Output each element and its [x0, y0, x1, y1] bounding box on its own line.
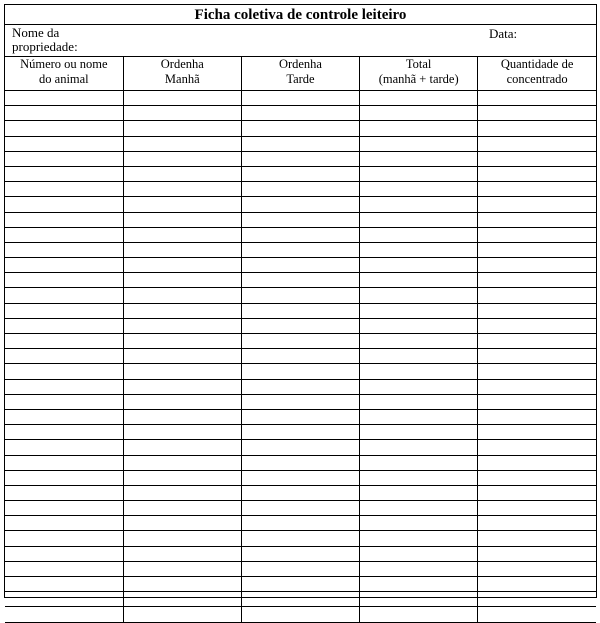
milk-control-sheet	[4, 4, 597, 598]
table-cell	[478, 273, 596, 288]
table-cell	[123, 501, 241, 516]
table-cell	[478, 197, 596, 212]
table-cell	[5, 364, 123, 379]
table-row	[5, 212, 596, 227]
table-cell	[360, 197, 478, 212]
table-cell	[478, 561, 596, 576]
property-name-label: Nome da propriedade:	[12, 25, 78, 54]
table-cell	[123, 121, 241, 136]
table-cell	[478, 182, 596, 197]
table-cell	[478, 258, 596, 273]
table-cell	[478, 485, 596, 500]
table-cell	[478, 516, 596, 531]
table-row	[5, 288, 596, 303]
table-cell	[5, 394, 123, 409]
table-cell	[123, 577, 241, 592]
table-cell	[5, 516, 123, 531]
table-cell	[123, 197, 241, 212]
table-row	[5, 303, 596, 318]
table-row	[5, 166, 596, 181]
table-row	[5, 227, 596, 242]
table-cell	[241, 425, 359, 440]
table-cell	[478, 151, 596, 166]
table-cell	[360, 349, 478, 364]
table-cell	[360, 227, 478, 242]
table-cell	[5, 379, 123, 394]
table-cell	[5, 318, 123, 333]
table-row	[5, 409, 596, 424]
table-row	[5, 485, 596, 500]
table-cell	[241, 516, 359, 531]
table-cell	[241, 349, 359, 364]
table-cell	[360, 151, 478, 166]
table-cell	[5, 212, 123, 227]
table-cell	[478, 106, 596, 121]
table-cell	[123, 106, 241, 121]
table-cell	[5, 334, 123, 349]
table-cell	[360, 91, 478, 106]
table-cell	[123, 318, 241, 333]
table-cell	[123, 136, 241, 151]
table-cell	[478, 440, 596, 455]
table-cell	[123, 455, 241, 470]
table-cell	[478, 136, 596, 151]
table-cell	[123, 592, 241, 607]
table-cell	[360, 106, 478, 121]
table-cell	[360, 531, 478, 546]
table-cell	[123, 334, 241, 349]
table-cell	[360, 273, 478, 288]
table-cell	[123, 242, 241, 257]
table-cell	[123, 607, 241, 622]
table-cell	[241, 106, 359, 121]
table-row	[5, 242, 596, 257]
table-cell	[360, 379, 478, 394]
table-cell	[360, 121, 478, 136]
date-label: Data:	[489, 26, 518, 41]
table-cell	[360, 485, 478, 500]
table-cell	[5, 592, 123, 607]
table-cell	[123, 561, 241, 576]
table-row	[5, 455, 596, 470]
table-cell	[360, 470, 478, 485]
table-cell	[360, 394, 478, 409]
table-cell	[5, 166, 123, 181]
table-row	[5, 106, 596, 121]
table-cell	[241, 227, 359, 242]
table-cell	[123, 303, 241, 318]
table-cell	[478, 379, 596, 394]
table-cell	[241, 212, 359, 227]
table-row	[5, 425, 596, 440]
table-cell	[241, 334, 359, 349]
table-cell	[478, 349, 596, 364]
table-cell	[478, 212, 596, 227]
table-cell	[241, 182, 359, 197]
col-afternoon-header: Ordenha Tarde	[241, 57, 359, 91]
table-row	[5, 136, 596, 151]
table-header-row	[5, 57, 596, 91]
table-cell	[123, 182, 241, 197]
table-cell	[5, 349, 123, 364]
table-cell	[5, 470, 123, 485]
table-cell	[478, 592, 596, 607]
table-cell	[360, 166, 478, 181]
table-row	[5, 561, 596, 576]
form-title: Ficha coletiva de controle leiteiro	[5, 5, 596, 25]
table-row	[5, 91, 596, 106]
table-cell	[478, 425, 596, 440]
table-cell	[360, 242, 478, 257]
table-cell	[5, 409, 123, 424]
table-cell	[360, 592, 478, 607]
table-cell	[241, 318, 359, 333]
table-row	[5, 273, 596, 288]
table-cell	[478, 577, 596, 592]
table-row	[5, 394, 596, 409]
col-animal-header: Número ou nome do animal	[5, 57, 123, 91]
table-cell	[5, 106, 123, 121]
table-cell	[241, 121, 359, 136]
table-cell	[241, 258, 359, 273]
table-row	[5, 607, 596, 622]
table-cell	[123, 425, 241, 440]
table-cell	[241, 303, 359, 318]
table-cell	[123, 364, 241, 379]
col-total-header: Total (manhã + tarde)	[360, 57, 478, 91]
table-cell	[123, 531, 241, 546]
table-row	[5, 592, 596, 607]
table-cell	[241, 455, 359, 470]
table-cell	[123, 91, 241, 106]
table-cell	[360, 607, 478, 622]
table-cell	[123, 273, 241, 288]
table-cell	[5, 242, 123, 257]
table-cell	[360, 364, 478, 379]
table-cell	[123, 227, 241, 242]
table-row	[5, 379, 596, 394]
table-row	[5, 334, 596, 349]
table-cell	[360, 561, 478, 576]
table-cell	[241, 379, 359, 394]
table-cell	[241, 136, 359, 151]
table-cell	[5, 501, 123, 516]
table-row	[5, 440, 596, 455]
table-cell	[5, 440, 123, 455]
table-cell	[241, 607, 359, 622]
table-cell	[241, 501, 359, 516]
table-cell	[360, 440, 478, 455]
table-cell	[478, 364, 596, 379]
table-cell	[478, 409, 596, 424]
table-cell	[5, 258, 123, 273]
col-concentrate-header: Quantidade de concentrado	[478, 57, 596, 91]
table-cell	[478, 607, 596, 622]
col-morning-header: Ordenha Manhã	[123, 57, 241, 91]
table-cell	[241, 151, 359, 166]
property-row	[5, 25, 596, 57]
table-cell	[241, 531, 359, 546]
table-cell	[241, 470, 359, 485]
table-row	[5, 577, 596, 592]
table-cell	[478, 531, 596, 546]
table-cell	[360, 288, 478, 303]
table-row	[5, 182, 596, 197]
table-cell	[241, 91, 359, 106]
table-cell	[360, 516, 478, 531]
table-cell	[478, 334, 596, 349]
table-cell	[123, 212, 241, 227]
table-cell	[123, 440, 241, 455]
table-row	[5, 470, 596, 485]
table-cell	[360, 425, 478, 440]
table-cell	[241, 561, 359, 576]
table-cell	[5, 182, 123, 197]
table-cell	[478, 242, 596, 257]
table-cell	[5, 425, 123, 440]
table-cell	[478, 91, 596, 106]
table-cell	[478, 455, 596, 470]
table-cell	[241, 546, 359, 561]
table-cell	[241, 197, 359, 212]
table-cell	[5, 197, 123, 212]
table-cell	[478, 394, 596, 409]
table-cell	[360, 546, 478, 561]
table-cell	[5, 136, 123, 151]
table-cell	[5, 485, 123, 500]
table-cell	[478, 501, 596, 516]
table-cell	[123, 258, 241, 273]
table-cell	[5, 455, 123, 470]
table-cell	[360, 318, 478, 333]
table-cell	[478, 470, 596, 485]
table-cell	[123, 151, 241, 166]
table-cell	[478, 288, 596, 303]
table-cell	[5, 273, 123, 288]
table-cell	[241, 242, 359, 257]
table-row	[5, 349, 596, 364]
table-cell	[5, 607, 123, 622]
table-cell	[241, 577, 359, 592]
record-table	[5, 57, 596, 597]
table-cell	[5, 91, 123, 106]
table-cell	[5, 151, 123, 166]
table-cell	[241, 409, 359, 424]
table-cell	[123, 379, 241, 394]
table-cell	[360, 212, 478, 227]
table-cell	[360, 303, 478, 318]
table-cell	[5, 303, 123, 318]
table-cell	[360, 577, 478, 592]
table-cell	[123, 288, 241, 303]
table-cell	[5, 531, 123, 546]
table-cell	[478, 546, 596, 561]
table-cell	[241, 364, 359, 379]
table-cell	[5, 546, 123, 561]
table-cell	[123, 394, 241, 409]
table-cell	[5, 227, 123, 242]
table-row	[5, 516, 596, 531]
table-cell	[360, 455, 478, 470]
table-cell	[123, 516, 241, 531]
table-cell	[478, 166, 596, 181]
table-cell	[360, 501, 478, 516]
table-cell	[5, 121, 123, 136]
table-cell	[123, 470, 241, 485]
table-cell	[5, 561, 123, 576]
table-cell	[123, 349, 241, 364]
table-cell	[478, 121, 596, 136]
table-cell	[123, 409, 241, 424]
table-row	[5, 531, 596, 546]
table-cell	[241, 440, 359, 455]
table-row	[5, 258, 596, 273]
table-cell	[478, 318, 596, 333]
table-cell	[241, 485, 359, 500]
table-row	[5, 151, 596, 166]
table-cell	[478, 303, 596, 318]
table-cell	[241, 592, 359, 607]
table-row	[5, 121, 596, 136]
table-row	[5, 546, 596, 561]
table-cell	[123, 166, 241, 181]
table-row	[5, 318, 596, 333]
table-row	[5, 501, 596, 516]
table-cell	[360, 409, 478, 424]
table-cell	[5, 288, 123, 303]
table-cell	[5, 577, 123, 592]
table-cell	[241, 394, 359, 409]
table-cell	[241, 288, 359, 303]
table-cell	[360, 334, 478, 349]
table-cell	[360, 136, 478, 151]
table-cell	[241, 273, 359, 288]
table-cell	[123, 485, 241, 500]
table-cell	[478, 227, 596, 242]
table-cell	[241, 166, 359, 181]
table-row	[5, 364, 596, 379]
table-cell	[360, 258, 478, 273]
table-cell	[360, 182, 478, 197]
table-cell	[123, 546, 241, 561]
table-row	[5, 197, 596, 212]
